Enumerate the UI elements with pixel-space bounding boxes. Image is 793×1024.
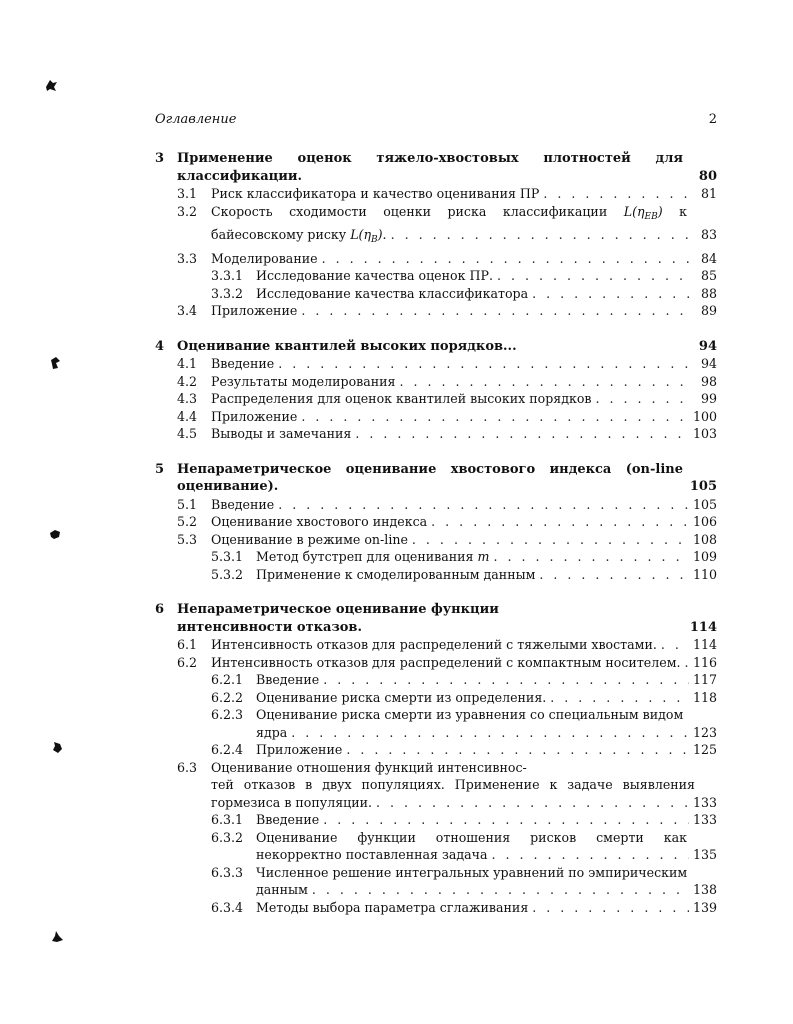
entry-title: Оценивание в режиме on-line <box>211 531 408 547</box>
chapter-title-line: классификации. <box>177 168 303 184</box>
entry-title: Скорость сходимости оценки риска классификации <box>211 203 608 219</box>
entry-number: 4.1 <box>177 356 198 371</box>
chapter-title-line: интенсивности отказов. <box>177 619 362 635</box>
entry-page: 118 <box>692 689 717 705</box>
entry-title: Оценивание отношения функций интенсивнос- <box>211 759 527 775</box>
toc-entry[interactable] <box>155 355 717 373</box>
header-page-number: 2 <box>708 112 717 127</box>
entry-number: 5.2 <box>177 514 198 529</box>
chapter-heading <box>155 461 717 496</box>
entry-title: ядра <box>256 724 288 740</box>
entry-title: Моделирование <box>211 250 318 266</box>
entry-title: Введение <box>256 812 320 827</box>
entry-page: 84 <box>700 250 717 266</box>
entry-title: тей отказов в двух популяциях. Применение к задаче выявления <box>211 777 695 792</box>
entry-number: 5.3 <box>177 531 198 547</box>
toc-entry[interactable] <box>155 829 717 864</box>
entry-title: Выводы и замечания <box>211 426 352 441</box>
entry-number: 5.3.2 <box>211 566 244 582</box>
chapter-page: 105 <box>689 479 717 494</box>
entry-title: Интенсивность отказов для распределений с тяжелыми хвостами. <box>211 637 657 652</box>
entry-number: 3.3.1 <box>211 268 244 283</box>
chapter-heading <box>155 338 717 356</box>
toc-entry[interactable] <box>155 250 717 268</box>
entry-number: 6.2.3 <box>211 707 244 722</box>
toc-entry[interactable] <box>155 531 717 549</box>
entry-page: 98 <box>700 373 717 389</box>
entry-title: данным <box>256 882 308 897</box>
entry-page: 114 <box>692 637 717 652</box>
entry-number: 3.3.2 <box>211 285 244 301</box>
entry-title: некорректно поставленная задача <box>256 847 488 862</box>
toc-entry[interactable] <box>155 741 717 759</box>
entry-page: 125 <box>692 742 717 757</box>
entry-number: 3.4 <box>177 303 198 318</box>
entry-title: Методы выбора параметра сглаживания <box>256 899 529 915</box>
entry-page: 116 <box>692 654 717 670</box>
toc-entry[interactable] <box>155 864 717 899</box>
entry-number: 6.2 <box>177 654 198 670</box>
chapter-number: 4 <box>155 338 165 354</box>
entry-title: Введение <box>256 672 320 687</box>
entry-page: 103 <box>692 426 717 441</box>
toc-entry[interactable] <box>155 654 717 672</box>
entry-title: Исследование качества классификатора <box>256 285 529 301</box>
entry-page: 100 <box>692 408 717 424</box>
entry-title: Оценивание риска смерти из определения. <box>256 689 547 705</box>
entry-page: 94 <box>700 356 717 371</box>
entry-page: 106 <box>692 514 717 529</box>
entry-number: 6.1 <box>177 637 198 652</box>
entry-page: 135 <box>692 847 717 862</box>
entry-page: 83 <box>700 227 717 242</box>
entry-number: 4.3 <box>177 391 198 406</box>
math-expression: m <box>477 549 490 564</box>
toc-entry[interactable] <box>155 425 717 443</box>
entry-page: 99 <box>700 391 717 406</box>
toc-entry[interactable] <box>155 267 717 285</box>
entry-title: Введение <box>211 356 275 371</box>
chapter-heading <box>155 150 717 185</box>
entry-title: Численное решение интегральных уравнений по эмпирическим <box>256 864 688 880</box>
entry-title: Оценивание хвостового индекса <box>211 514 428 529</box>
entry-number: 6.2.2 <box>211 689 244 705</box>
chapter-number: 5 <box>155 461 165 477</box>
entry-title: Приложение <box>256 742 343 757</box>
entry-title: Приложение <box>211 303 298 318</box>
entry-page: 138 <box>692 882 717 897</box>
header-title: Оглавление <box>155 112 237 127</box>
entry-title: Результаты моделирования <box>211 373 396 389</box>
math-expression: $L(\eta_B)$. <box>350 227 387 245</box>
entry-number: 3.3 <box>177 250 198 266</box>
chapter-page: 94 <box>698 338 717 354</box>
entry-page: 81 <box>700 186 717 201</box>
entry-number: 6.3.4 <box>211 899 244 915</box>
chapter-page: 80 <box>698 168 717 184</box>
entry-title: Риск классификатора и качество оценивания ПР <box>211 186 540 201</box>
chapter-title-line: оценивание). <box>177 479 279 494</box>
entry-title: Метод бутстреп для оценивания <box>256 549 474 564</box>
entry-page: 88 <box>700 285 717 301</box>
entry-number: 4.5 <box>177 426 198 441</box>
chapter-5 <box>155 461 717 584</box>
entry-title: Применение к смоделированным данным <box>256 566 536 582</box>
entry-title: Оценивание функции отношения рисков смерти как <box>256 829 687 845</box>
entry-page: 85 <box>700 268 717 283</box>
toc-entry[interactable] <box>155 899 717 917</box>
entry-page: 133 <box>692 812 717 827</box>
scan-speck <box>50 740 64 754</box>
entry-page: 105 <box>692 496 717 512</box>
entry-number: 3.2 <box>177 203 198 219</box>
toc-entry[interactable] <box>155 302 717 320</box>
toc-entry[interactable] <box>155 689 717 707</box>
table-of-contents <box>155 150 717 916</box>
chapter-4 <box>155 338 717 443</box>
toc-entry[interactable] <box>155 548 717 566</box>
entry-page: 89 <box>700 303 717 318</box>
entry-page: 117 <box>692 672 717 687</box>
entry-number: 6.2.1 <box>211 672 244 687</box>
entry-number: 6.3.3 <box>211 864 244 880</box>
chapter-3 <box>155 150 717 320</box>
scan-speck <box>44 78 58 92</box>
toc-entry[interactable] <box>155 408 717 426</box>
chapter-number: 3 <box>155 151 165 166</box>
entry-page: 108 <box>692 531 717 547</box>
entry-page: 133 <box>692 794 717 810</box>
chapter-title-line: Непараметрическое оценивание хвостового индекса (on-line <box>177 461 683 477</box>
chapter-number: 6 <box>155 602 165 617</box>
math-expression: $L(\eta_{EB})$ <box>623 203 663 222</box>
entry-number: 5.3.1 <box>211 549 244 564</box>
toc-entry[interactable] <box>155 390 717 408</box>
entry-page: 123 <box>692 724 717 740</box>
entry-number: 3.1 <box>177 186 198 201</box>
entry-number: 6.2.4 <box>211 742 244 757</box>
entry-number: 4.2 <box>177 373 198 389</box>
entry-number: 6.3.1 <box>211 812 244 827</box>
scan-speck <box>48 356 62 370</box>
entry-page: 109 <box>692 549 717 564</box>
entry-title: гормезиса в популяции. <box>211 794 373 810</box>
toc-entry[interactable] <box>155 373 717 391</box>
entry-number: 6.3.2 <box>211 829 244 845</box>
running-header <box>155 112 717 127</box>
chapter-heading <box>155 601 717 636</box>
entry-title: Исследование качества оценок ПР. <box>256 268 493 283</box>
entry-title: Приложение <box>211 408 298 424</box>
toc-entry[interactable] <box>155 759 717 812</box>
toc-entry[interactable] <box>155 513 717 531</box>
entry-title: Интенсивность отказов для распределений с компактным носителем. <box>211 654 681 670</box>
toc-entry[interactable] <box>155 285 717 303</box>
entry-number: 5.1 <box>177 496 198 512</box>
entry-number: 4.4 <box>177 408 198 424</box>
toc-entry[interactable]: 3.2 Скорость сходимости оценки риска классификации $L(\eta_{EB})$ к байесовскому риску $L(\eta_B)$. . . . 83 <box>155 203 717 250</box>
chapter-page: 114 <box>689 619 717 635</box>
entry-title: Оценивание риска смерти из уравнения со специальным видом <box>256 707 684 722</box>
toc-entry[interactable] <box>155 706 717 741</box>
toc-entry[interactable] <box>155 566 717 584</box>
scan-speck <box>48 527 62 541</box>
toc-entry[interactable] <box>155 185 717 203</box>
chapter-title-line: Оценивание квантилей высоких порядков... <box>177 338 517 354</box>
chapter-title-line: Применение оценок тяжело-хвостовых плотностей для <box>177 151 683 166</box>
toc-entry[interactable] <box>155 496 717 514</box>
scan-speck <box>50 930 64 944</box>
chapter-title-line: Непараметрическое оценивание функции <box>177 602 499 617</box>
toc-entry[interactable] <box>155 671 717 689</box>
entry-page: 139 <box>692 899 717 915</box>
entry-number: 6.3 <box>177 759 198 775</box>
toc-entry[interactable] <box>155 636 717 654</box>
toc-entry[interactable] <box>155 811 717 829</box>
chapter-6 <box>155 601 717 916</box>
entry-title: Введение <box>211 496 275 512</box>
entry-title: Распределения для оценок квантилей высоких порядков <box>211 391 592 406</box>
entry-page: 110 <box>692 566 717 582</box>
